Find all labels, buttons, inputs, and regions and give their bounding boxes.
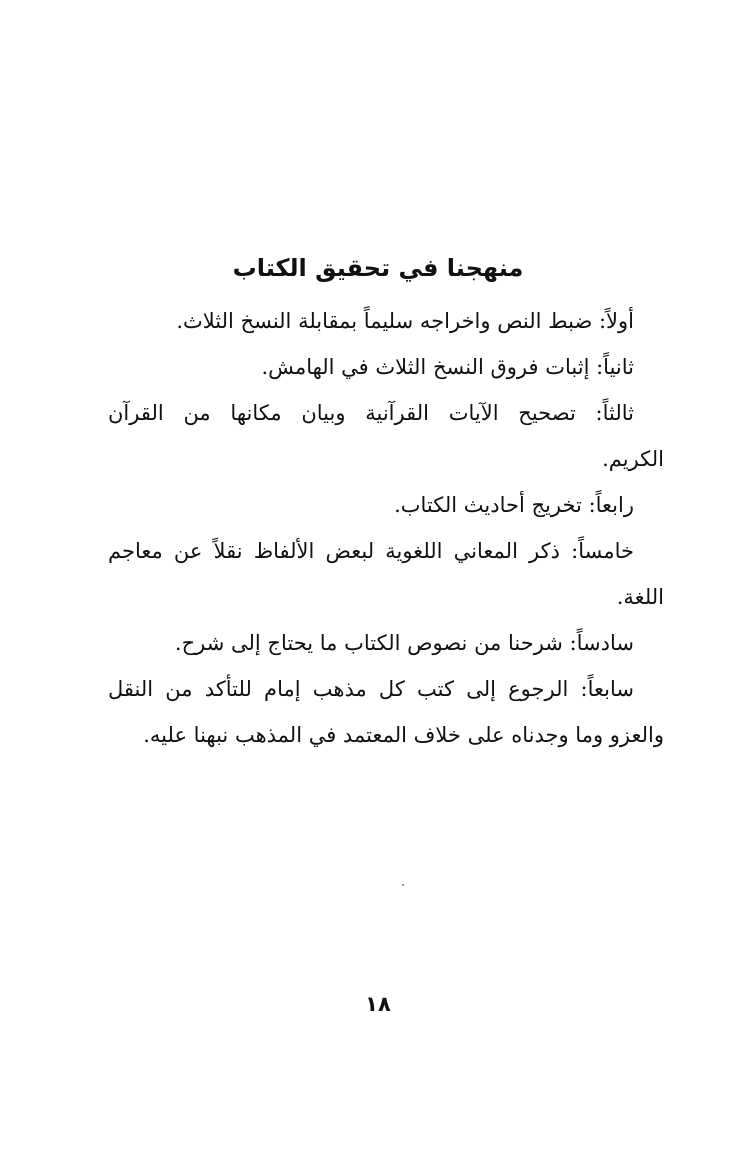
item-text: تخريج أحاديث الكتاب. <box>394 493 582 517</box>
item-label: أولاً: <box>598 309 634 333</box>
item-text: تصحيح الآيات القرآنية وبيان مكانها من القرآن <box>108 401 576 425</box>
list-item <box>108 390 664 482</box>
list-item <box>108 482 634 528</box>
item-label: رابعاً: <box>588 493 634 517</box>
item-label: خامساً: <box>571 539 634 563</box>
list-item <box>108 620 634 666</box>
list-item <box>108 344 634 390</box>
item-label: سادساً: <box>569 631 634 655</box>
item-text: ذكر المعاني اللغوية لبعض الألفاظ نقلاً عن معاجم <box>108 539 560 563</box>
item-text: شرحنا من نصوص الكتاب ما يحتاج إلى شرح. <box>174 631 563 655</box>
page-heading: منهجنا في تحقيق الكتاب <box>232 254 524 282</box>
item-text: ضبط النص واخراجه سليماً بمقابلة النسخ الثلاث. <box>176 309 593 333</box>
item-text-continuation: اللغة. <box>616 585 664 609</box>
item-text: إثبات فروق النسخ الثلاث في الهامش. <box>261 355 590 379</box>
item-text-continuation: والعزو وما وجدناه على خلاف المعتمد في المذهب نبهنا عليه. <box>143 723 664 747</box>
item-text: الرجوع إلى كتب كل مذهب إمام للتأكد من النقل <box>108 677 569 701</box>
list-item <box>108 298 634 344</box>
page-number: ١٨ <box>365 992 391 1016</box>
list-item <box>108 528 664 620</box>
item-label: ثانياً: <box>596 355 634 379</box>
scan-speck <box>402 884 404 886</box>
item-label: سابعاً: <box>580 677 634 701</box>
item-label: ثالثاً: <box>595 401 634 425</box>
methodology-list <box>108 298 664 758</box>
list-item <box>108 666 664 758</box>
item-text-continuation: الكريم. <box>602 447 664 471</box>
